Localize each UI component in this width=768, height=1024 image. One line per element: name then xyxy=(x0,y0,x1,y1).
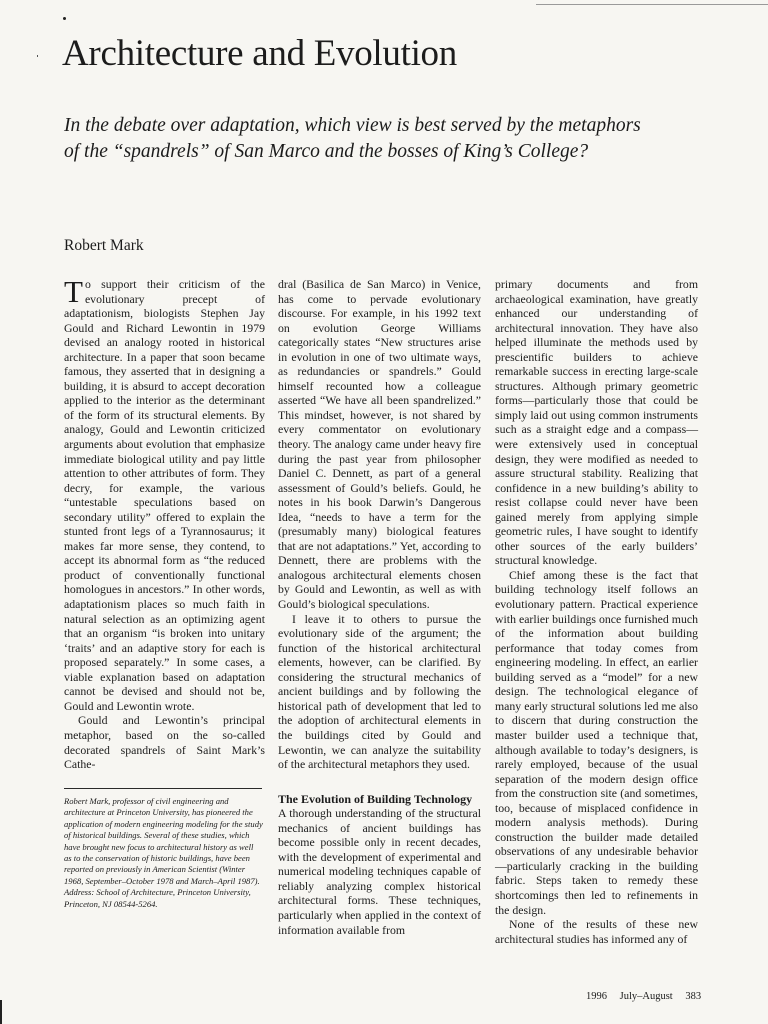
top-rule xyxy=(536,4,768,5)
paragraph: Gould and Lewontin’s principal metaphor, based on the so-called decorated spandrels of Saint Mark’s Cathe- xyxy=(64,713,265,772)
paragraph xyxy=(64,274,265,713)
footer-issue: July–August xyxy=(619,991,673,1002)
spacer xyxy=(278,772,481,786)
text-column-2 xyxy=(278,277,481,937)
paragraph: I leave it to others to pursue the evolutionary side of the argument; the function of the historical architectural elements, however, can be clarified. By considering the structural mechanics of ancient buildings and by following the historical path of development that led to the adoption of architectural elements in the buildings cited by Gould and Lewontin, we can analyze the suitability of the architectural metaphors they used. xyxy=(278,611,481,772)
author-footnote: Robert Mark, professor of civil engineering and architecture at Princeton University, has pioneered the application of modern engineering modeling for the study of historical buildings. Several of these studies, which have brought new focus to architectural history as well as to the conservation of historic buildings, have been reported on previously in American Scientist (Winter 1968, September–October 1978 and March–April 1987). Address: School of Architecture, Princeton University, Princeton, NJ 08544-5264. xyxy=(64,796,263,909)
page-number: 383 xyxy=(685,991,702,1002)
subtitle-line-2: of the “spandrels” of San Marco and the bosses of King’s College? xyxy=(64,141,589,162)
paragraph: None of the results of these new architectural studies has informed any of xyxy=(495,917,698,946)
text-column-3 xyxy=(495,277,698,946)
article-subtitle xyxy=(64,113,704,165)
paragraph: A thorough understanding of the structural mechanics of ancient buildings has become possible only in recent decades, with the development of experimental and numerical modeling techniques capable of reliably analyzing complex historical architectural forms. These techniques, particularly when applied in the context of information available from xyxy=(278,806,481,937)
text-column-1 xyxy=(64,274,265,772)
page-footer xyxy=(578,991,701,1002)
drop-cap: T xyxy=(64,274,83,309)
footnote-rule xyxy=(64,788,262,789)
paragraph: primary documents and from archaeological examination, have greatly enhanced our understanding of architectural innovation. They have also helped illuminate the methods used by prescientific builders to achieve remarkable success in erecting large-scale structures. Although primary geometric forms—particularly those that could be simply laid out using common instruments such as a straight edge and a compass—were extensively used in conceptual design, they were modified as needed to assure structural stability. Realizing that confidence in a new building’s ability to resist collapse could never have been gained merely from applying simple geometric rules, I have sought to identify other sources of the early builders’ structural knowledge. xyxy=(495,277,698,568)
margin-mark xyxy=(37,55,38,57)
paragraph: Chief among these is the fact that building technology itself follows an evolutionary pattern. Practical experience with earlier buildings once furnished much of the information about building performance that today comes from engineering modeling. In effect, an earlier building served as a “model” for a new design. The technological elegance of many early structural solutions led me also to discern that during construction the master builder used a technique that, although available to today’s designers, is rarely employed, because of the usual separation of the modern design office from the construction site (and sometimes, too, because of misplaced confidence in modern analysis methods). During construction the builder made detailed observations of any undesirable behavior—particularly cracking in the building fabric. Steps taken to remedy these shortcomings then led to refinements in the design. xyxy=(495,567,698,917)
footer-year: 1996 xyxy=(586,991,607,1002)
paragraph-text: o support their criticism of the evolutionary precept of adaptationism, biologists Stephen Jay Gould and Richard Lewontin in 1979 devised an analogy rooted in historical architecture. In a paper that soon became famous, they asserted that in designing a building, it is absurd to accept decoration applied to the interior as the determinant of the form of its structural elements. By analogy, Gould and Lewontin criticized arguments about evolution that emphasize immediate biological utility and pay little attention to other attributes of form. They decry, for example, the various “untestable speculations based on secondary utility” offered to explain the stunted front legs of a Tyrannosaurus; it makes far more sense, they contend, to accept its abnormal form as “the reduced product of conventionally functional homologues in ancestors.” In other words, adaptationism places so much faith in natural selection as an optimizing agent that an organism “is broken into unitary ‘traits’ and an adaptive story for each is proposed separately.” In some cases, a viable explanation based on adaptation cannot be devised and should not be, Gould and Lewontin wrote. xyxy=(64,277,265,713)
edge-mark xyxy=(0,1000,2,1024)
author-name: Robert Mark xyxy=(64,237,144,254)
subtitle-line-1: In the debate over adaptation, which view is best served by the metaphors xyxy=(64,115,641,136)
decorative-dot xyxy=(63,17,66,20)
section-heading: The Evolution of Building Technology xyxy=(278,791,473,806)
article-title: Architecture and Evolution xyxy=(62,33,457,74)
paragraph: dral (Basilica de San Marco) in Venice, has come to pervade evolutionary discourse. For example, in his 1992 text on evolution George Williams categorically states “New structures arise in evolution in one of two ultimate ways, as redundancies or spandrels.” Gould himself recounted how a colleague asserted “We have all been spandrelized.” This mindset, however, is not shared by every commentator on evolutionary theory. The analogy came under heavy fire during the past year from philosopher Daniel C. Dennett, as part of a general assessment of Gould’s beliefs. Gould, he notes in his book Darwin’s Dangerous Idea, “needs to have a term for the (presumably many) biological features that are not adaptations.” Yet, according to Dennett, there are problems with the analogous architectural elements chosen by Gould and Lewontin, as well as with Gould’s biological speculations. xyxy=(278,277,481,612)
